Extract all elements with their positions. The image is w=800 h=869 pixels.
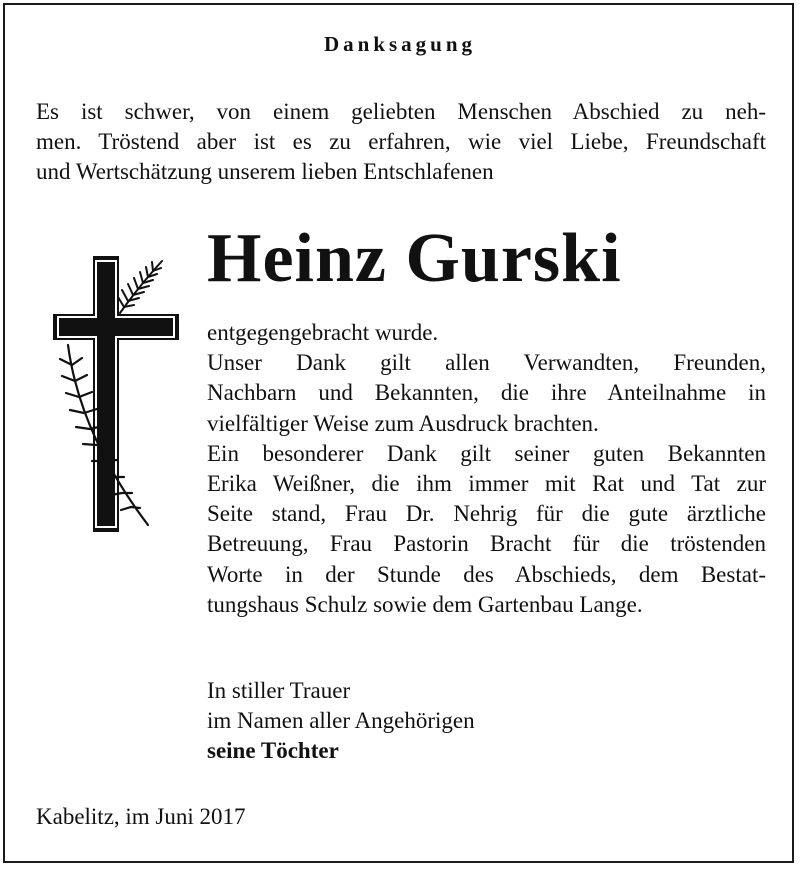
- closing-line: In stiller Trauer: [207, 678, 351, 703]
- intro-line: Es ist schwer, von einem geliebten Menschen Abschied zu neh-: [36, 99, 766, 124]
- body-line: Unser Dank gilt allen Verwandten, Freunden,: [207, 350, 766, 376]
- intro-line: men. Tröstend aber ist es zu erfahren, wie viel Liebe, Freundschaft: [36, 129, 766, 154]
- body-line: Seite stand, Frau Dr. Nehrig für die gute ärztliche: [207, 501, 766, 527]
- body-line: vielfältiger Weise zum Ausdruck brachten.: [207, 410, 599, 436]
- body-line: Betreuung, Frau Pastorin Bracht für die tröstenden: [207, 531, 766, 557]
- signature: seine Töchter: [207, 738, 339, 763]
- deceased-name: Heinz Gurski: [207, 220, 622, 297]
- notice-heading: Danksagung: [323, 32, 477, 56]
- body-line: tungshaus Schulz sowie dem Gartenbau Lange.: [207, 591, 643, 617]
- body-line: Ein besonderer Dank gilt seiner guten Bekannten: [207, 440, 766, 466]
- body-line: entgegengebracht wurde.: [207, 320, 439, 345]
- body-line: Nachbarn und Bekannten, die ihre Anteilnahme in: [207, 380, 766, 406]
- body-line: Worte in der Stunde des Abschieds, dem Bestat-: [207, 561, 766, 587]
- place-date: Kabelitz, im Juni 2017: [36, 804, 246, 829]
- body-line: Erika Weißner, die ihm immer mit Rat und Tat zur: [207, 471, 766, 497]
- closing-line: im Namen aller Angehörigen: [207, 708, 475, 733]
- intro-paragraph: [36, 97, 766, 187]
- body-paragraph: [207, 318, 766, 620]
- cross-with-palm-branch-icon: [50, 255, 180, 535]
- intro-line: und Wertschätzung unserem lieben Entschlafenen: [36, 159, 494, 184]
- closing-block: [207, 676, 475, 766]
